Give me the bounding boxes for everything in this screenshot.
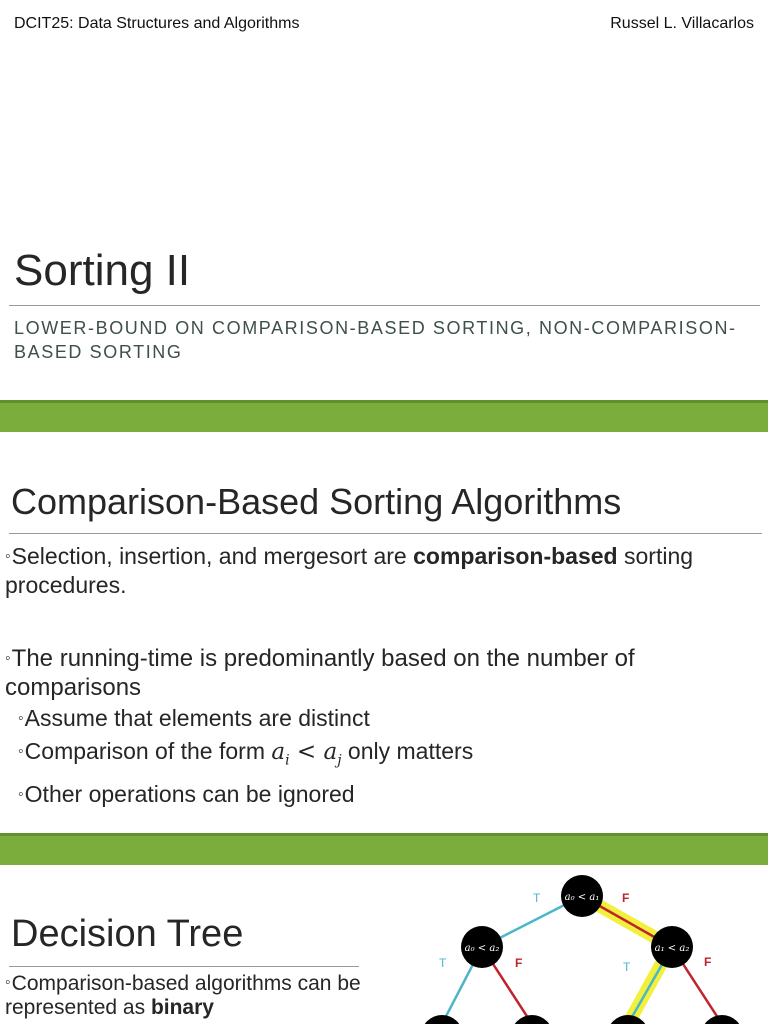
svg-text:a₀ < a₂: a₀ < a₂ xyxy=(464,943,500,954)
author-header: Russel L. Villacarlos xyxy=(610,15,754,32)
slide-separator-band xyxy=(0,400,768,432)
edge-label-true: T xyxy=(439,956,447,970)
edge-label-true: T xyxy=(623,960,631,974)
bullet-item xyxy=(5,971,365,1020)
sub-bullet-item xyxy=(5,778,755,811)
sub-bullet-item xyxy=(5,735,755,778)
slide-title-sorting-ii: Sorting II xyxy=(14,246,191,295)
slide-separator-band xyxy=(0,833,768,865)
tree-node-root xyxy=(561,875,603,917)
bullet-text: Comparison-based algorithms can be represented as xyxy=(5,972,361,1019)
bullet-marker-icon: ◦ xyxy=(5,548,11,565)
course-header: DCIT25: Data Structures and Algorithms xyxy=(14,15,300,32)
title-divider xyxy=(9,533,762,534)
slide-title-decision-tree: Decision Tree xyxy=(11,913,244,955)
bullet-text: Comparison of the form xyxy=(24,738,272,764)
bullet-text: sorting procedures. xyxy=(5,543,694,598)
tree-node-leaf xyxy=(421,1015,463,1024)
bullet-item xyxy=(5,644,755,702)
bullet-bold-text: comparison-based xyxy=(413,543,618,569)
svg-text:a₁ < a₂: a₁ < a₂ xyxy=(654,943,690,954)
edge-label-true: T xyxy=(533,891,541,905)
tree-node-left xyxy=(461,926,503,968)
bullet-item xyxy=(5,542,755,600)
tree-node-right xyxy=(651,926,693,968)
sub-bullet-item xyxy=(5,702,755,735)
bullet-text: Assume that elements are distinct xyxy=(24,705,370,731)
tree-node-leaf xyxy=(607,1015,649,1024)
bullet-text: Other operations can be ignored xyxy=(24,780,355,807)
slide-subtitle: LOWER-BOUND ON COMPARISON-BASED SORTING, NON-COMPARISON-BASED SORTING xyxy=(14,318,737,362)
tree-node-leaf xyxy=(701,1015,743,1024)
svg-text:a₀ < a₁: a₀ < a₁ xyxy=(564,892,600,903)
bullet-bold-text: binary xyxy=(150,996,214,1019)
bullet-text: The running-time is predominantly based on the number of comparisons xyxy=(5,645,635,701)
title-divider xyxy=(9,966,359,967)
decision-tree-diagram xyxy=(400,868,768,1024)
bullet-marker-icon: ◦ xyxy=(18,785,24,803)
bullet-list xyxy=(5,542,755,811)
bullet-marker-icon: ◦ xyxy=(18,743,24,760)
edge-label-false: F xyxy=(704,955,712,969)
bullet-marker-icon: ◦ xyxy=(18,710,24,727)
math-expression: $a_i < a_j$ xyxy=(271,739,342,769)
bullet-marker-icon: ◦ xyxy=(5,650,11,667)
tree-node-leaf xyxy=(511,1015,553,1024)
edge-label-false: F xyxy=(515,956,523,970)
bullet-text: Selection, insertion, and mergesort are xyxy=(11,543,414,569)
bullet-text: only matters xyxy=(341,738,474,764)
slide-title-comparison-based: Comparison-Based Sorting Algorithms xyxy=(11,481,622,522)
edge-label-false: F xyxy=(622,891,630,905)
title-divider xyxy=(9,305,760,306)
bullet-marker-icon: ◦ xyxy=(5,974,11,991)
